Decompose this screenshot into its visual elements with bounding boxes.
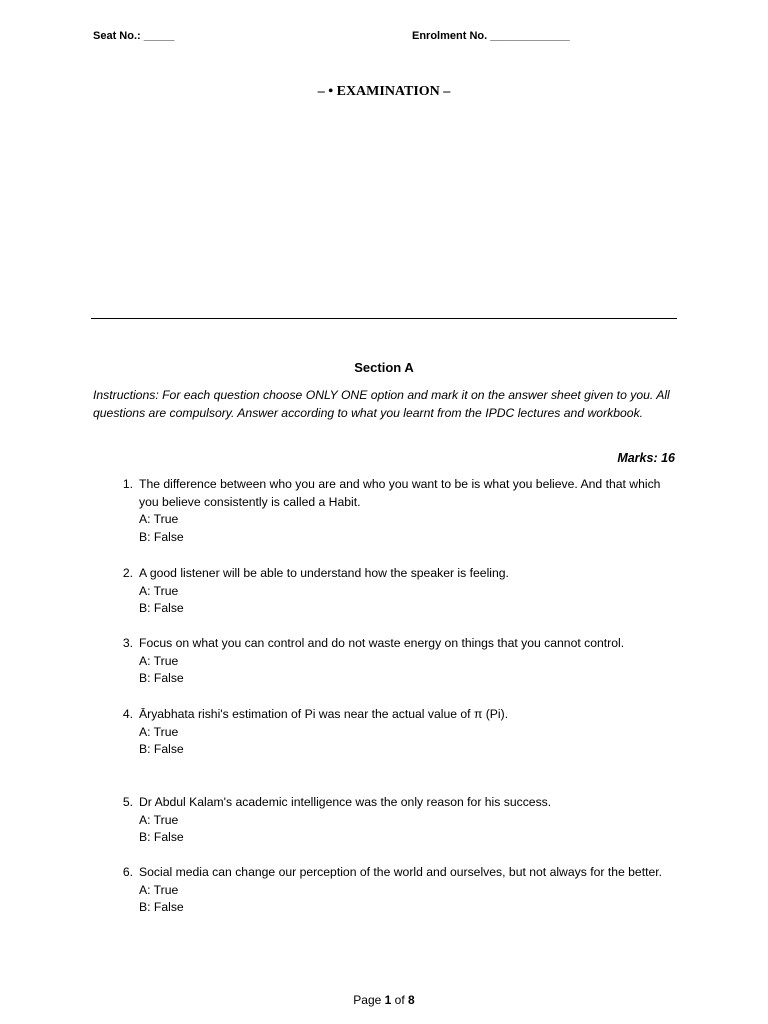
horizontal-divider — [91, 318, 677, 319]
option-b: B: False — [139, 742, 184, 757]
option-a: A: True — [139, 653, 179, 668]
option-a: A: True — [139, 724, 179, 739]
exam-title: – • EXAMINATION – — [317, 84, 451, 99]
enrolment-number-label: Enrolment No. _____________ — [412, 30, 570, 42]
of-word: of — [394, 993, 405, 1007]
option-a: A: True — [139, 812, 179, 827]
question-number: 2. — [122, 566, 133, 580]
option-b: B: False — [139, 671, 184, 686]
question-number: 1. — [122, 477, 133, 491]
question-text: Āryabhata rishi's estimation of Pi was near the actual value of π (Pi). — [139, 707, 509, 721]
marks-label: Marks: 16 — [617, 451, 675, 465]
question-number: 3. — [122, 636, 133, 650]
option-b: B: False — [139, 900, 184, 915]
option-b: B: False — [139, 830, 184, 845]
question-text: A good listener will be able to understand how the speaker is feeling. — [139, 566, 509, 580]
option-a: A: True — [139, 882, 179, 897]
question-text: Social media can change our perception of the world and ourselves, but not always for the better. — [139, 865, 663, 879]
question-item — [113, 635, 673, 688]
instructions-text: Instructions: For each question choose ONLY ONE option and mark it on the answer sheet given to you. All questions are compulsory. Answer according to what you learnt from the IPDC lectures and workbook. — [93, 388, 670, 420]
section-title: Section A — [354, 360, 414, 375]
question-number: 5. — [122, 795, 133, 809]
current-page-number: 1 — [384, 993, 392, 1007]
page-word: Page — [353, 993, 382, 1007]
option-b: B: False — [139, 529, 184, 544]
question-item — [113, 794, 673, 847]
question-number: 4. — [122, 707, 133, 721]
question-item — [113, 565, 673, 618]
question-text: Focus on what you can control and do not waste energy on things that you cannot control. — [139, 636, 625, 650]
page-footer — [0, 993, 768, 1007]
total-pages-number: 8 — [408, 993, 415, 1007]
option-a: A: True — [139, 512, 179, 527]
option-b: B: False — [139, 601, 184, 616]
question-text: Dr Abdul Kalam's academic intelligence was the only reason for his success. — [139, 795, 552, 809]
question-item — [113, 476, 673, 546]
question-text: The difference between who you are and who you want to be is what you believe. And that which you believe consistently is called a Habit. — [139, 477, 661, 509]
option-a: A: True — [139, 583, 179, 598]
question-item — [113, 864, 673, 917]
seat-number-label: Seat No.: _____ — [93, 30, 175, 42]
question-item — [113, 706, 673, 759]
question-number: 6. — [122, 865, 133, 879]
